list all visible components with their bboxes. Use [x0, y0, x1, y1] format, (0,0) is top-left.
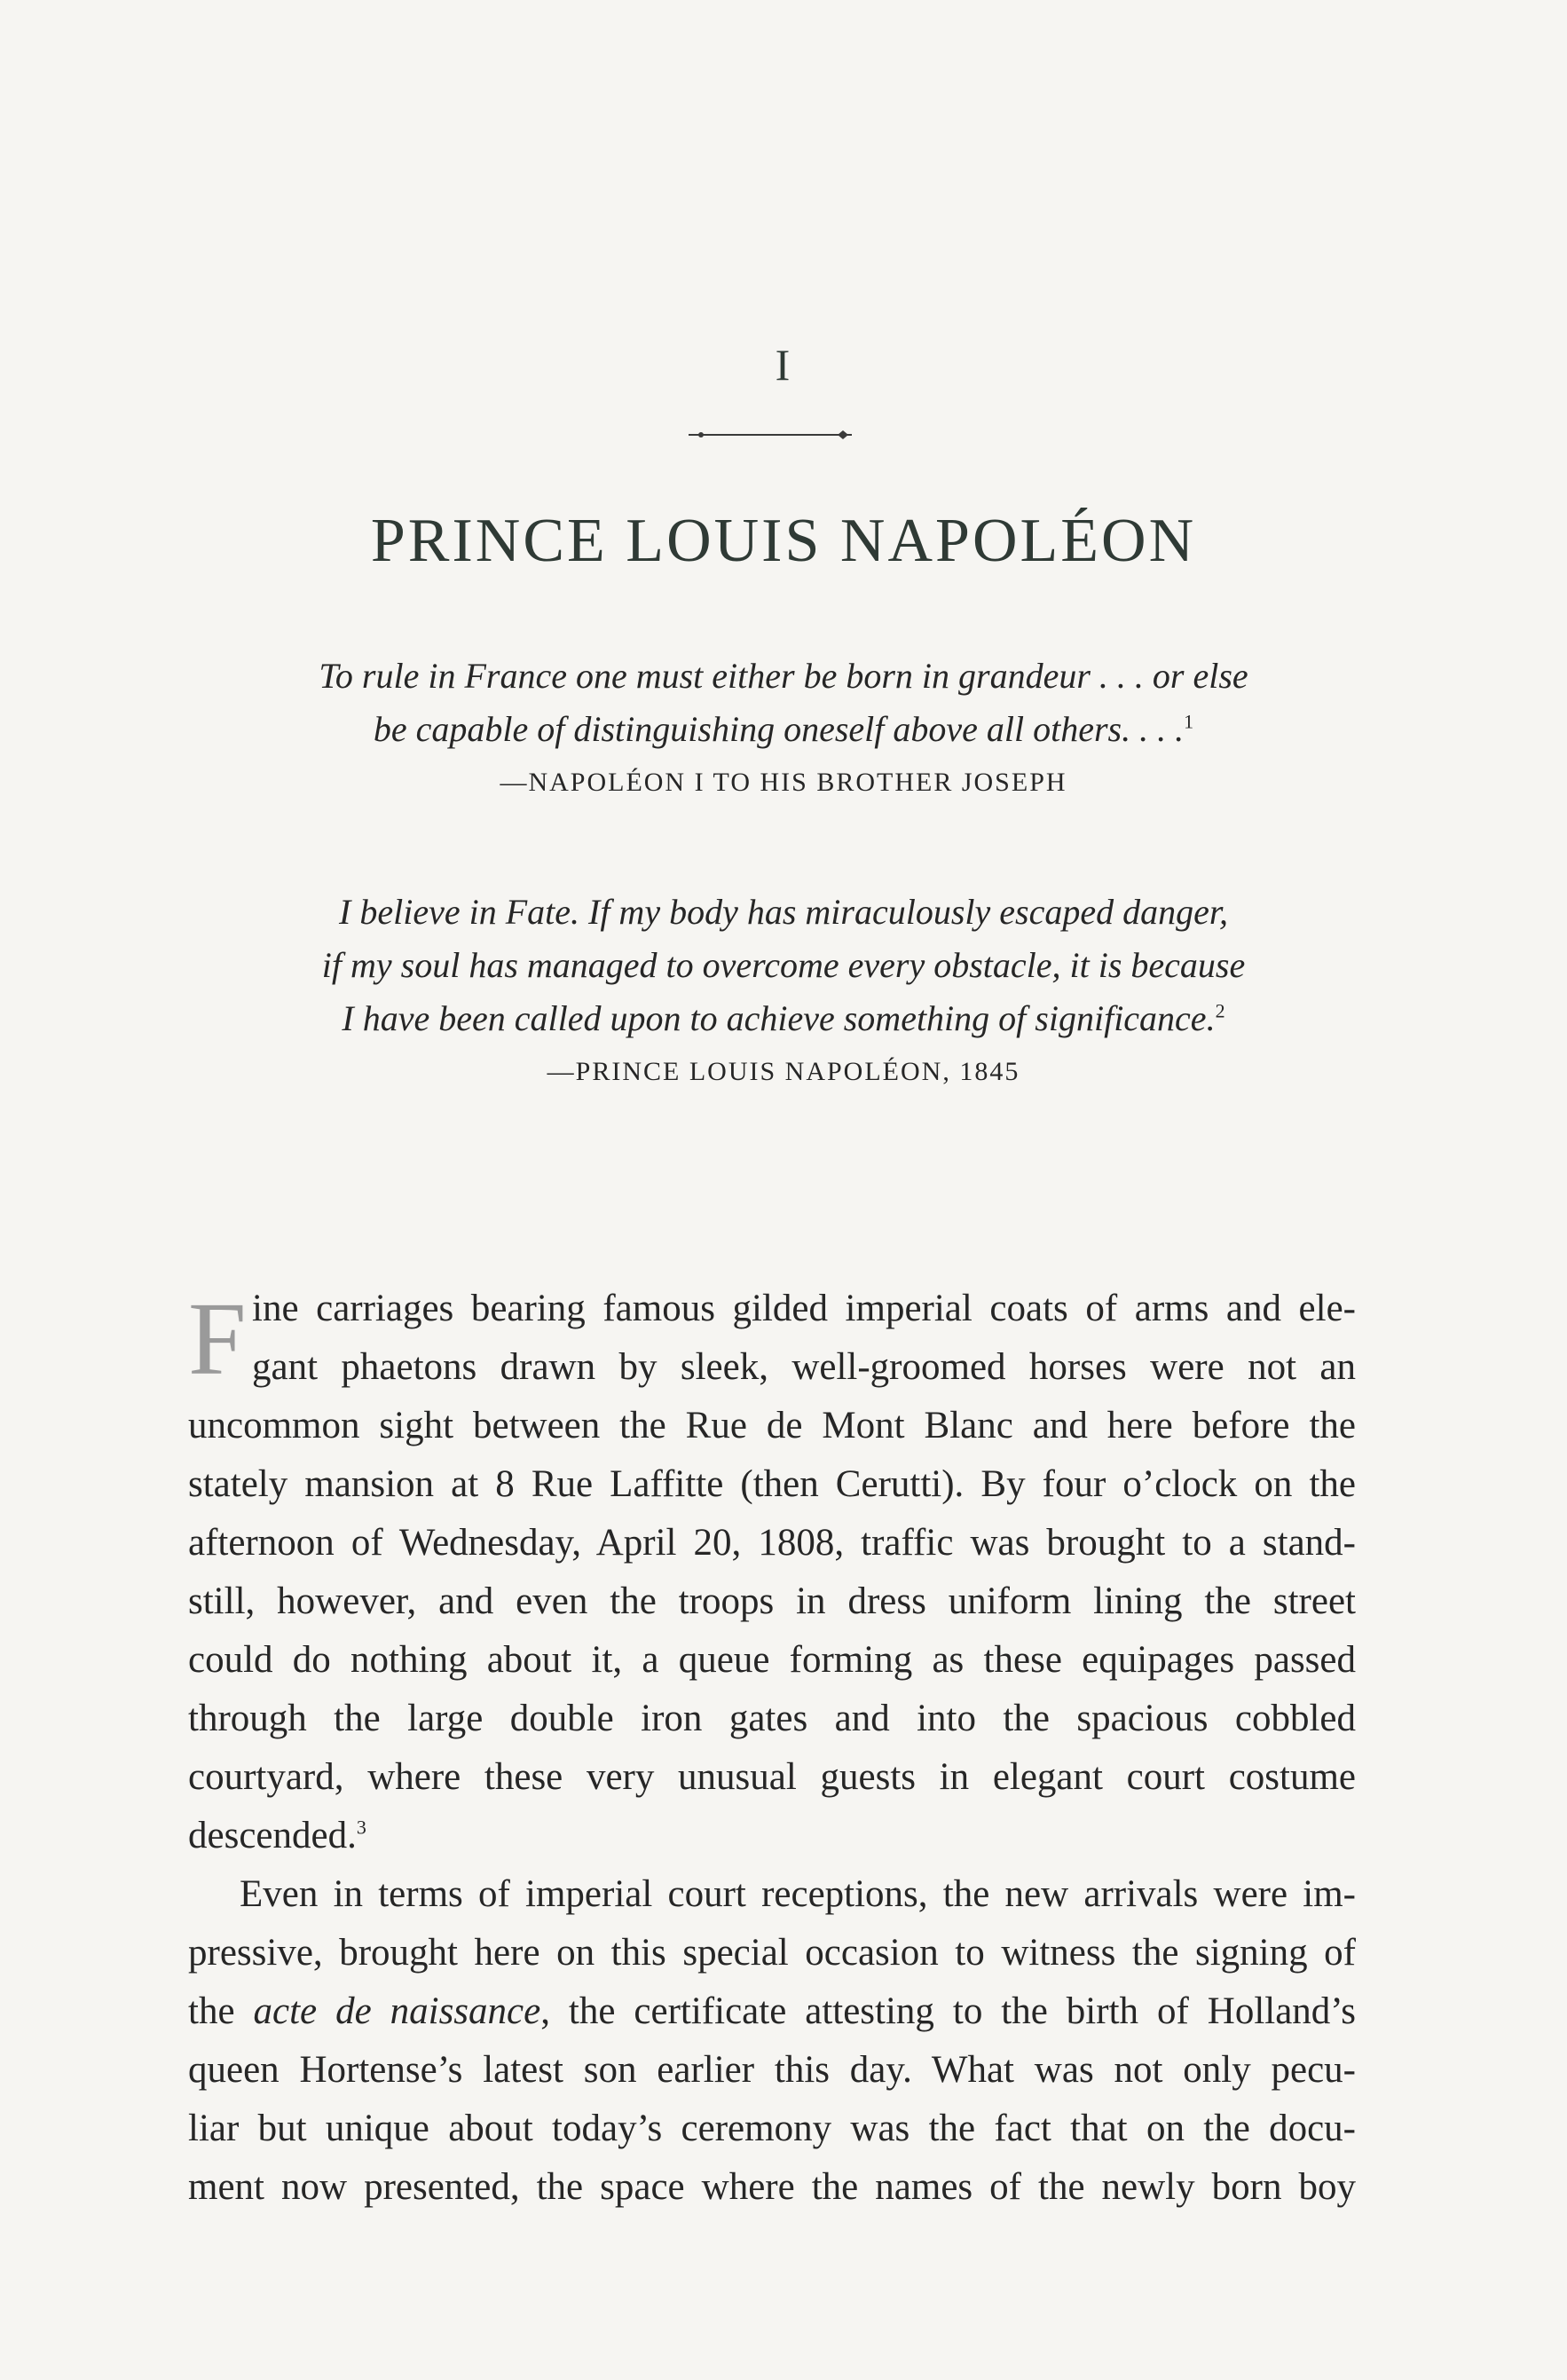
text-line: ine carriages bearing famous gilded imperial coats of arms and ele- [252, 1288, 1356, 1329]
footnote-marker: 1 [1184, 710, 1194, 733]
chapter-title: PRINCE LOUIS NAPOLÉON [370, 507, 1197, 575]
epigraph-attribution: —NAPOLÉON I TO HIS BROTHER JOSEPH [500, 768, 1067, 797]
text-line: afternoon of Wednesday, April 20, 1808, traffic was brought to a stand- [188, 1522, 1356, 1564]
epigraph-louis-napoleon [177, 886, 1390, 1097]
text-line: courtyard, where these very unusual guests in elegant court costume [188, 1756, 1356, 1798]
body-text [188, 1280, 1356, 2217]
text-line: liar but unique about today’s ceremony was the fact that on the docu- [188, 2108, 1356, 2149]
text-line: through the large double iron gates and into the spacious cobbled [188, 1698, 1356, 1739]
italic-term: acte de naissance [253, 1990, 541, 2032]
epigraph-line: To rule in France one must either be born in grandeur . . . or else [319, 656, 1248, 696]
paragraph-2 [188, 1865, 1356, 2217]
epigraph-line-text: be capable of distinguishing oneself above all others. . . . [373, 709, 1185, 749]
text-line-content: descended. [188, 1815, 357, 1856]
text-line: could do nothing about it, a queue forming as these equipages passed [188, 1639, 1356, 1681]
chapter-ornament-rule [681, 424, 859, 445]
text-line: gant phaetons drawn by sleek, well-groomed horses were not an [252, 1346, 1356, 1388]
paragraph-1 [188, 1280, 1356, 1865]
text-segment: , the certificate attesting to the birth of Holland’s [540, 1990, 1356, 2032]
text-line: queen Hortense’s latest son earlier this day. What was not only pecu- [188, 2049, 1356, 2091]
epigraph-line-text: I have been called upon to achieve something of significance. [342, 998, 1216, 1038]
text-line: stately mansion at 8 Rue Laffitte (then Cerutti). By four o’clock on the [188, 1463, 1356, 1505]
text-segment: the [188, 1990, 254, 2032]
drop-cap: F [188, 1281, 247, 1397]
epigraph-attribution: —PRINCE LOUIS NAPOLÉON, 1845 [547, 1057, 1020, 1086]
text-line [188, 1982, 1356, 2041]
text-line: pressive, brought here on this special occasion to witness the signing of [188, 1932, 1356, 1974]
text-line: ment now presented, the space where the names of the newly born boy [188, 2166, 1356, 2208]
text-line [188, 1807, 1356, 1865]
epigraph-line: I believe in Fate. If my body has miraculously escaped danger, [339, 892, 1228, 932]
epigraph-line-with-note [177, 992, 1390, 1045]
chapter-number: I [775, 340, 792, 390]
epigraph-line-with-note [177, 703, 1390, 756]
text-line: still, however, and even the troops in dress uniform lining the street [188, 1580, 1356, 1622]
epigraph-napoleon-i [177, 650, 1390, 808]
footnote-marker: 2 [1215, 999, 1225, 1022]
text-line: Even in terms of imperial court receptions, the new arrivals were im- [240, 1873, 1356, 1915]
text-line: uncommon sight between the Rue de Mont Blanc and here before the [188, 1405, 1356, 1446]
footnote-marker: 3 [356, 1816, 366, 1839]
epigraph-line: if my soul has managed to overcome every obstacle, it is because [321, 945, 1246, 985]
